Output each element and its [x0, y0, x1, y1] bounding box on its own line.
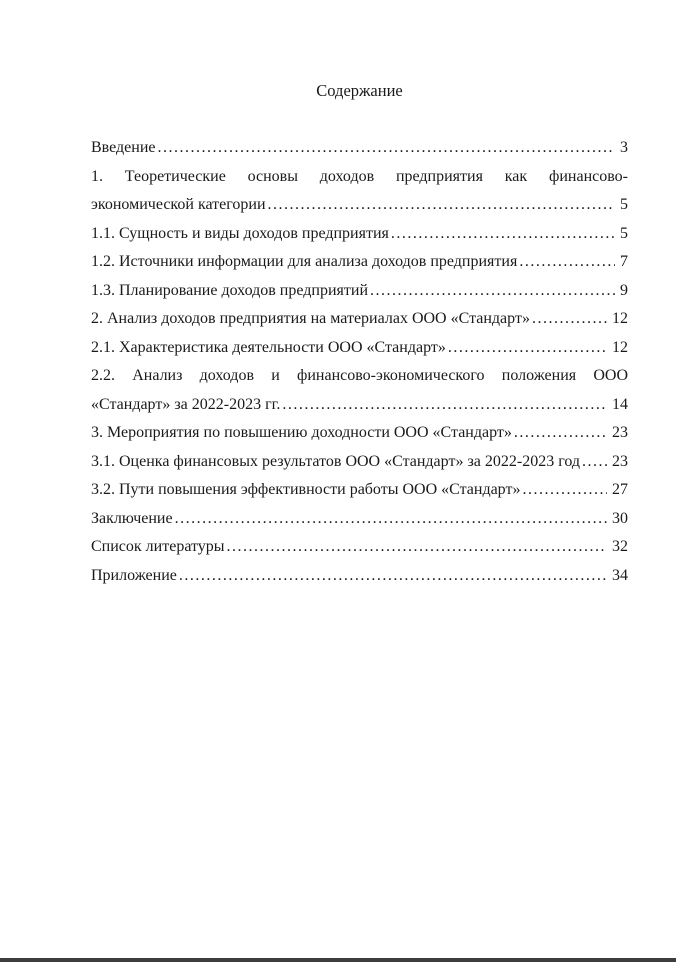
toc-entry-label: 1.2. Источники информации для анализа доходов предприятия	[91, 253, 518, 270]
toc-entry[interactable]	[91, 476, 628, 505]
toc-page-number: 32	[612, 538, 628, 555]
toc-leader-dots	[519, 248, 615, 277]
toc-page-number: 34	[612, 566, 628, 584]
toc-page-number: 23	[612, 452, 628, 470]
toc-page-number: 23	[612, 424, 628, 441]
toc-page-number: 7	[620, 253, 628, 270]
toc-entry[interactable]	[91, 362, 628, 419]
toc-entry[interactable]	[91, 419, 628, 448]
toc-entry[interactable]	[91, 277, 628, 306]
toc-entry[interactable]	[91, 562, 628, 591]
toc-page-number: 30	[612, 509, 628, 527]
toc-leader-dots	[532, 305, 607, 334]
toc-entry-label: Введение	[91, 139, 156, 156]
toc-entry-label: экономической категории	[91, 196, 266, 213]
toc-entry-label: «Стандарт» за 2022-2023 гг.	[91, 395, 281, 413]
toc-leader-dots	[522, 476, 607, 505]
toc-leader-dots	[514, 419, 607, 448]
toc-entry[interactable]	[91, 533, 628, 562]
toc-entry-line	[91, 419, 628, 448]
toc-entry-label: 1.1. Сущность и виды доходов предприятия	[91, 224, 389, 242]
toc-entry-label: 2.1. Характеристика деятельности ООО «Стандарт»	[91, 338, 446, 356]
toc-leader-dots	[175, 505, 607, 534]
toc-entry[interactable]	[91, 448, 628, 477]
toc-list	[91, 134, 628, 590]
toc-entry-label: Список литературы	[91, 538, 225, 555]
toc-page-number: 12	[612, 338, 628, 356]
toc-entry-label: 3.1. Оценка финансовых результатов ООО «Стандарт» за 2022-2023 год	[91, 452, 581, 470]
toc-entry-line	[91, 220, 628, 249]
toc-title: Содержание	[316, 81, 403, 100]
toc-entry-line	[91, 191, 628, 220]
toc-leader-dots	[158, 134, 616, 163]
toc-entry-line	[91, 334, 628, 363]
toc-leader-dots	[370, 277, 615, 306]
toc-page-number: 3	[620, 139, 628, 156]
toc-entry[interactable]	[91, 334, 628, 363]
toc-entry[interactable]	[91, 163, 628, 220]
page-bottom-edge	[0, 958, 676, 962]
toc-entry-label: 1.3. Планирование доходов предприятий	[91, 281, 368, 299]
toc-entry[interactable]	[91, 134, 628, 163]
toc-page-number: 9	[620, 281, 628, 299]
toc-leader-dots	[227, 533, 607, 562]
toc-entry-line	[91, 505, 628, 534]
toc-entry[interactable]	[91, 505, 628, 534]
toc-entry-line	[91, 533, 628, 562]
toc-entry[interactable]	[91, 220, 628, 249]
toc-leader-dots	[268, 191, 615, 220]
toc-entry-line	[91, 248, 628, 277]
toc-leader-dots	[282, 391, 607, 420]
toc-page-number: 12	[612, 310, 628, 327]
toc-leader-dots	[582, 448, 607, 477]
toc-entry-line	[91, 476, 628, 505]
toc-entry-wrap-line: 2.2. Анализ доходов и финансово-экономического положения ООО	[91, 367, 628, 384]
toc-entry-line	[91, 305, 628, 334]
toc-entry[interactable]	[91, 248, 628, 277]
toc-entry-label: 3. Мероприятия по повышению доходности ООО «Стандарт»	[91, 424, 512, 441]
toc-entry-line	[91, 448, 628, 477]
toc-entry-wrap-line: 1. Теоретические основы доходов предприятия как финансово-	[91, 167, 628, 185]
toc-entry-line	[91, 134, 628, 163]
toc-page-number: 5	[620, 196, 628, 213]
toc-leader-dots	[179, 562, 607, 591]
toc-leader-dots	[391, 220, 615, 249]
toc-entry-label: 2. Анализ доходов предприятия на материалах ООО «Стандарт»	[91, 310, 530, 327]
toc-entry-line	[91, 391, 628, 420]
toc-entry-label: Приложение	[91, 566, 177, 584]
toc-entry-line	[91, 277, 628, 306]
toc-entry[interactable]	[91, 305, 628, 334]
toc-entry-line	[91, 562, 628, 591]
toc-page-number: 5	[620, 224, 628, 242]
toc-page-number: 27	[612, 481, 628, 498]
toc-entry-label: Заключение	[91, 509, 173, 527]
toc-entry-label: 3.2. Пути повышения эффективности работы ООО «Стандарт»	[91, 481, 521, 498]
toc-leader-dots	[448, 334, 607, 363]
toc-page-number: 14	[612, 395, 628, 413]
